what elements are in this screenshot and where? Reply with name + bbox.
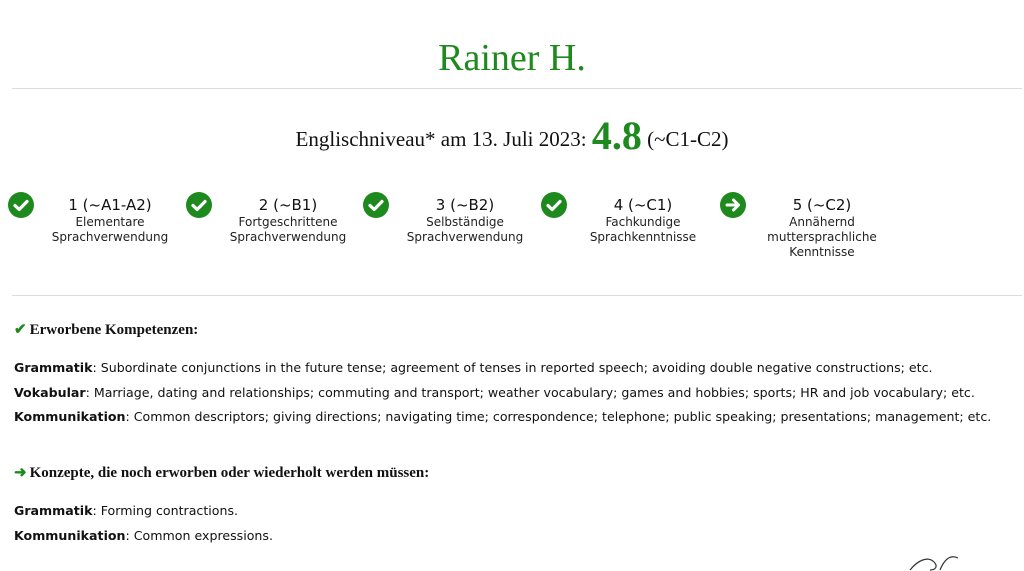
acquired-heading: [14, 320, 198, 340]
step-2: [213, 195, 363, 245]
item-label: Grammatik: [14, 503, 93, 518]
to-learn-communication: [14, 527, 273, 545]
step-desc: Selbständige Sprachverwendung: [406, 215, 524, 244]
arrow-right-circle-icon: [720, 192, 746, 218]
acquired-vocabulary: [14, 384, 975, 402]
signature-flourish: [900, 552, 980, 571]
step-title: 4 (~C1): [613, 196, 673, 214]
step-desc: Annähernd muttersprachliche Kenntnisse: [767, 215, 877, 259]
item-label: Grammatik: [14, 360, 93, 375]
step-5: [747, 195, 897, 260]
top-divider: [12, 88, 1022, 89]
step-1: [35, 195, 185, 245]
step-title: 2 (~B1): [258, 196, 318, 214]
step-desc: Elementare Sprachverwendung: [51, 215, 169, 244]
step-4: [568, 195, 718, 245]
level-label: Englischniveau* am 13. Juli 2023:: [295, 127, 587, 151]
item-text: : Common descriptors; giving directions; navigating time; correspondence; telephone; public speaking; presentations; management; etc.: [125, 409, 992, 424]
to-learn-grammar: [14, 502, 238, 520]
item-label: Vokabular: [14, 385, 86, 400]
student-name: Rainer H.: [438, 37, 586, 79]
item-label: Kommunikation: [14, 528, 126, 543]
check-circle-icon: [363, 192, 389, 218]
item-text: : Forming contractions.: [92, 503, 239, 518]
level-steps: [0, 192, 1024, 282]
acquired-heading-text: Erworbene Kompetenzen:: [29, 322, 199, 338]
check-icon: ✔: [14, 322, 27, 338]
level-score: 4.8: [591, 113, 642, 158]
to-learn-heading: [14, 463, 429, 483]
item-text: : Subordinate conjunctions in the future tense; agreement of tenses in reported speech; avoiding double negative constructions; etc.: [92, 360, 933, 375]
arrow-right-icon: ➜: [14, 465, 27, 481]
step-desc: Fortgeschrittene Sprachverwendung: [229, 215, 347, 244]
acquired-communication: [14, 408, 991, 426]
item-text: : Marriage, dating and relationships; commuting and transport; weather vocabulary; games and hobbies; sports; HR and job vocabulary; etc.: [85, 385, 975, 400]
check-circle-icon: [186, 192, 212, 218]
step-desc: Fachkundige Sprachkenntnisse: [589, 215, 697, 244]
check-circle-icon: [8, 192, 34, 218]
step-3: [390, 195, 540, 245]
to-learn-heading-text: Konzepte, die noch erworben oder wiederholt werden müssen:: [29, 465, 430, 481]
steps-divider: [12, 295, 1022, 296]
item-label: Kommunikation: [14, 409, 126, 424]
acquired-grammar: [14, 359, 933, 377]
step-title: 1 (~A1-A2): [68, 196, 152, 214]
step-title: 3 (~B2): [435, 196, 495, 214]
level-cefr: (~C1-C2): [647, 127, 729, 151]
check-circle-icon: [541, 192, 567, 218]
step-title: 5 (~C2): [792, 196, 852, 214]
item-text: : Common expressions.: [125, 528, 273, 543]
level-summary: [0, 112, 1024, 163]
